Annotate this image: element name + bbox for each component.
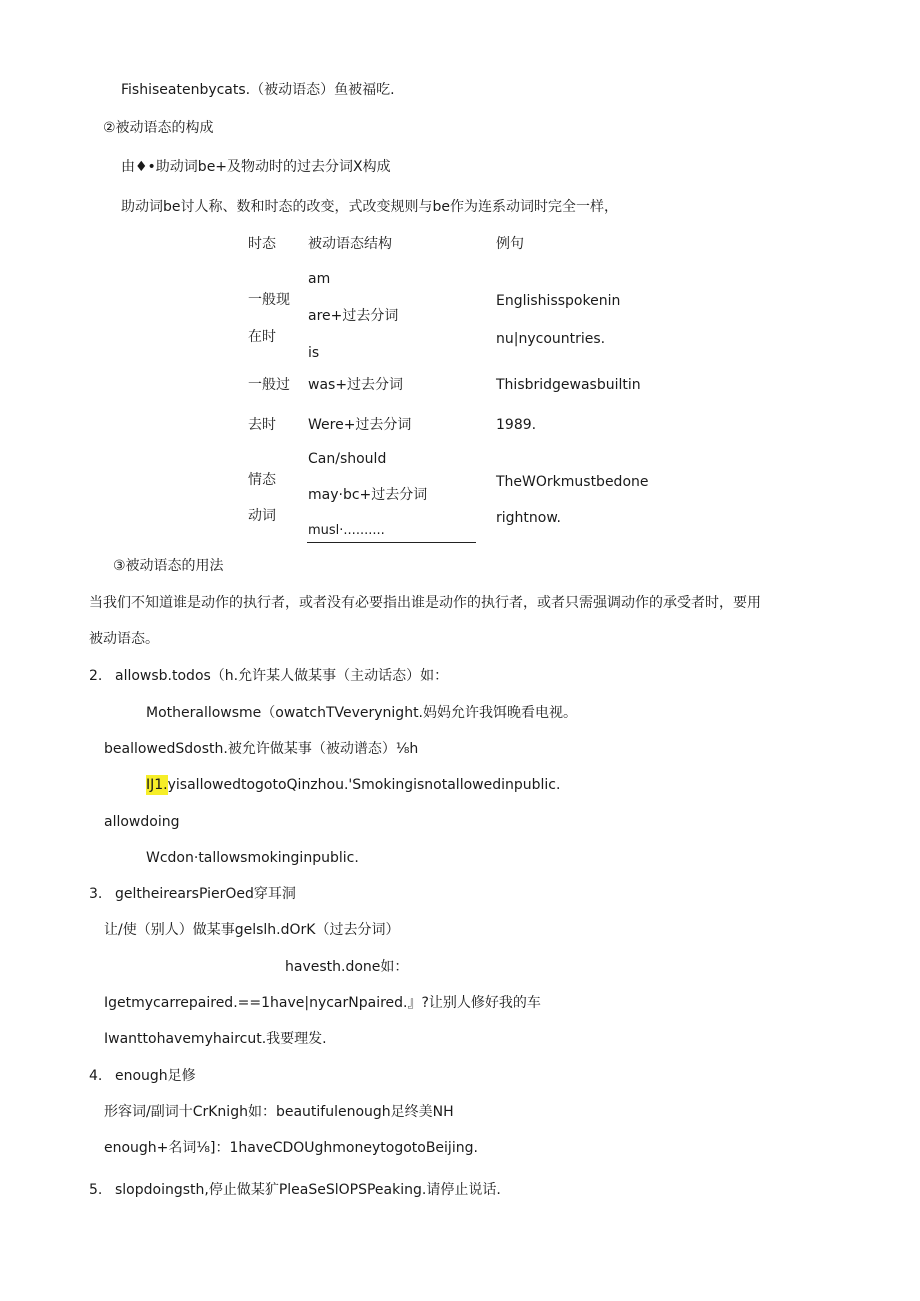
table-cell-structure: may·bc+过去分词: [308, 487, 428, 503]
table-cell-example: TheWOrkmustbedone: [496, 474, 649, 490]
table-cell-structure: is: [308, 345, 320, 361]
table-cell-tense: 动词: [248, 508, 276, 524]
table-cell-example: Englishisspokenin: [496, 293, 621, 309]
passive-formation-rule: 由♦•助动词be+及物动时的过去分词X构成: [121, 159, 391, 175]
item-number: 4.: [89, 1068, 103, 1084]
table-cell-structure: are+过去分词: [308, 308, 399, 324]
allow-example: Motherallowsme（owatchTVeverynight.妈妈允许我饵晚看电视。: [146, 705, 578, 721]
table-cell-example: 1989.: [496, 417, 537, 433]
table-cell-example: nu|nycountries.: [496, 331, 606, 347]
table-cell-structure: was+过去分词: [308, 377, 404, 393]
be-allowed-line: beallowedSdosth.被允许做某事（被动谱态）⅛h: [104, 741, 419, 757]
get-example: Igetmycarrepaired.==1have|nycarNpaired.』?让别人修好我的车: [104, 995, 541, 1011]
stop-title: slopdoingsth,停止做某犷PleaSeSlOPSPeaking.请停止说话.: [115, 1182, 501, 1198]
table-cell-tense: 情态: [248, 472, 276, 488]
enough-title: enough足修: [115, 1068, 196, 1084]
table-cell-structure: musl·..........: [308, 523, 385, 538]
table-cell-tense: 一般过: [248, 377, 290, 393]
table-cell-tense: 在时: [248, 329, 276, 345]
table-cell-tense: 一般现: [248, 292, 290, 308]
item-number: 3.: [89, 886, 103, 902]
allow-doing-line: allowdoing: [104, 814, 180, 830]
table-cell-structure: am: [308, 271, 331, 287]
usage-paragraph-line: 当我们不知道谁是动作的执行者，或者没有必要指出谁是动作的执行者，或者只需强调动作的承受者时，要用: [89, 595, 761, 611]
highlighted-text: IJ1.: [146, 777, 168, 793]
enough-line: 形容词/副词十CrKnigh如：beautifulenough足终美NH: [104, 1104, 454, 1120]
table-cell-structure: Can/should: [308, 451, 387, 467]
enough-line: enough+名词⅛]：1haveCDOUghmoneytogotoBeijing.: [104, 1140, 478, 1156]
be-allowed-example-text: yisallowedtogotoQinzhou.'Smokingisnotallowedinpublic.: [167, 777, 561, 793]
item-number: 5.: [89, 1182, 103, 1198]
table-header-example: 例句: [496, 236, 524, 252]
table-cell-structure: Were+过去分词: [308, 417, 412, 433]
get-title: geltheirearsPierOed穿耳洞: [115, 886, 296, 902]
table-bottom-rule: [307, 542, 476, 543]
allow-doing-example: Wcdon·tallowsmokinginpublic.: [146, 850, 359, 866]
get-line: 让/使（别人）做某事gelslh.dOrK（过去分词）: [104, 922, 400, 938]
usage-heading: ③被动语态的用法: [113, 558, 224, 574]
have-line: havesth.done如：: [285, 959, 409, 975]
be-auxiliary-note: 助动词be讨人称、数和时态的改变，式改变规则与be作为连系动词时完全一样，: [121, 199, 618, 215]
table-header-tense: 时态: [248, 236, 276, 252]
table-cell-tense: 去时: [248, 417, 276, 433]
passive-example-line: Fishiseatenbycats.（被动语态）鱼被福吃.: [121, 82, 395, 98]
table-cell-example: rightnow.: [496, 510, 561, 526]
allow-title: allowsb.todos（h.允许某人做某事（主动话态）如：: [115, 668, 449, 684]
table-cell-example: Thisbridgewasbuiltin: [496, 377, 641, 393]
table-header-structure: 被动语态结构: [308, 236, 392, 252]
have-example: Iwanttohavemyhaircut.我要理发.: [104, 1031, 327, 1047]
passive-formation-heading: ②被动语态的构成: [103, 120, 214, 136]
usage-paragraph-line: 被动语态。: [89, 631, 159, 647]
be-allowed-example: [146, 776, 560, 794]
item-number: 2.: [89, 668, 103, 684]
